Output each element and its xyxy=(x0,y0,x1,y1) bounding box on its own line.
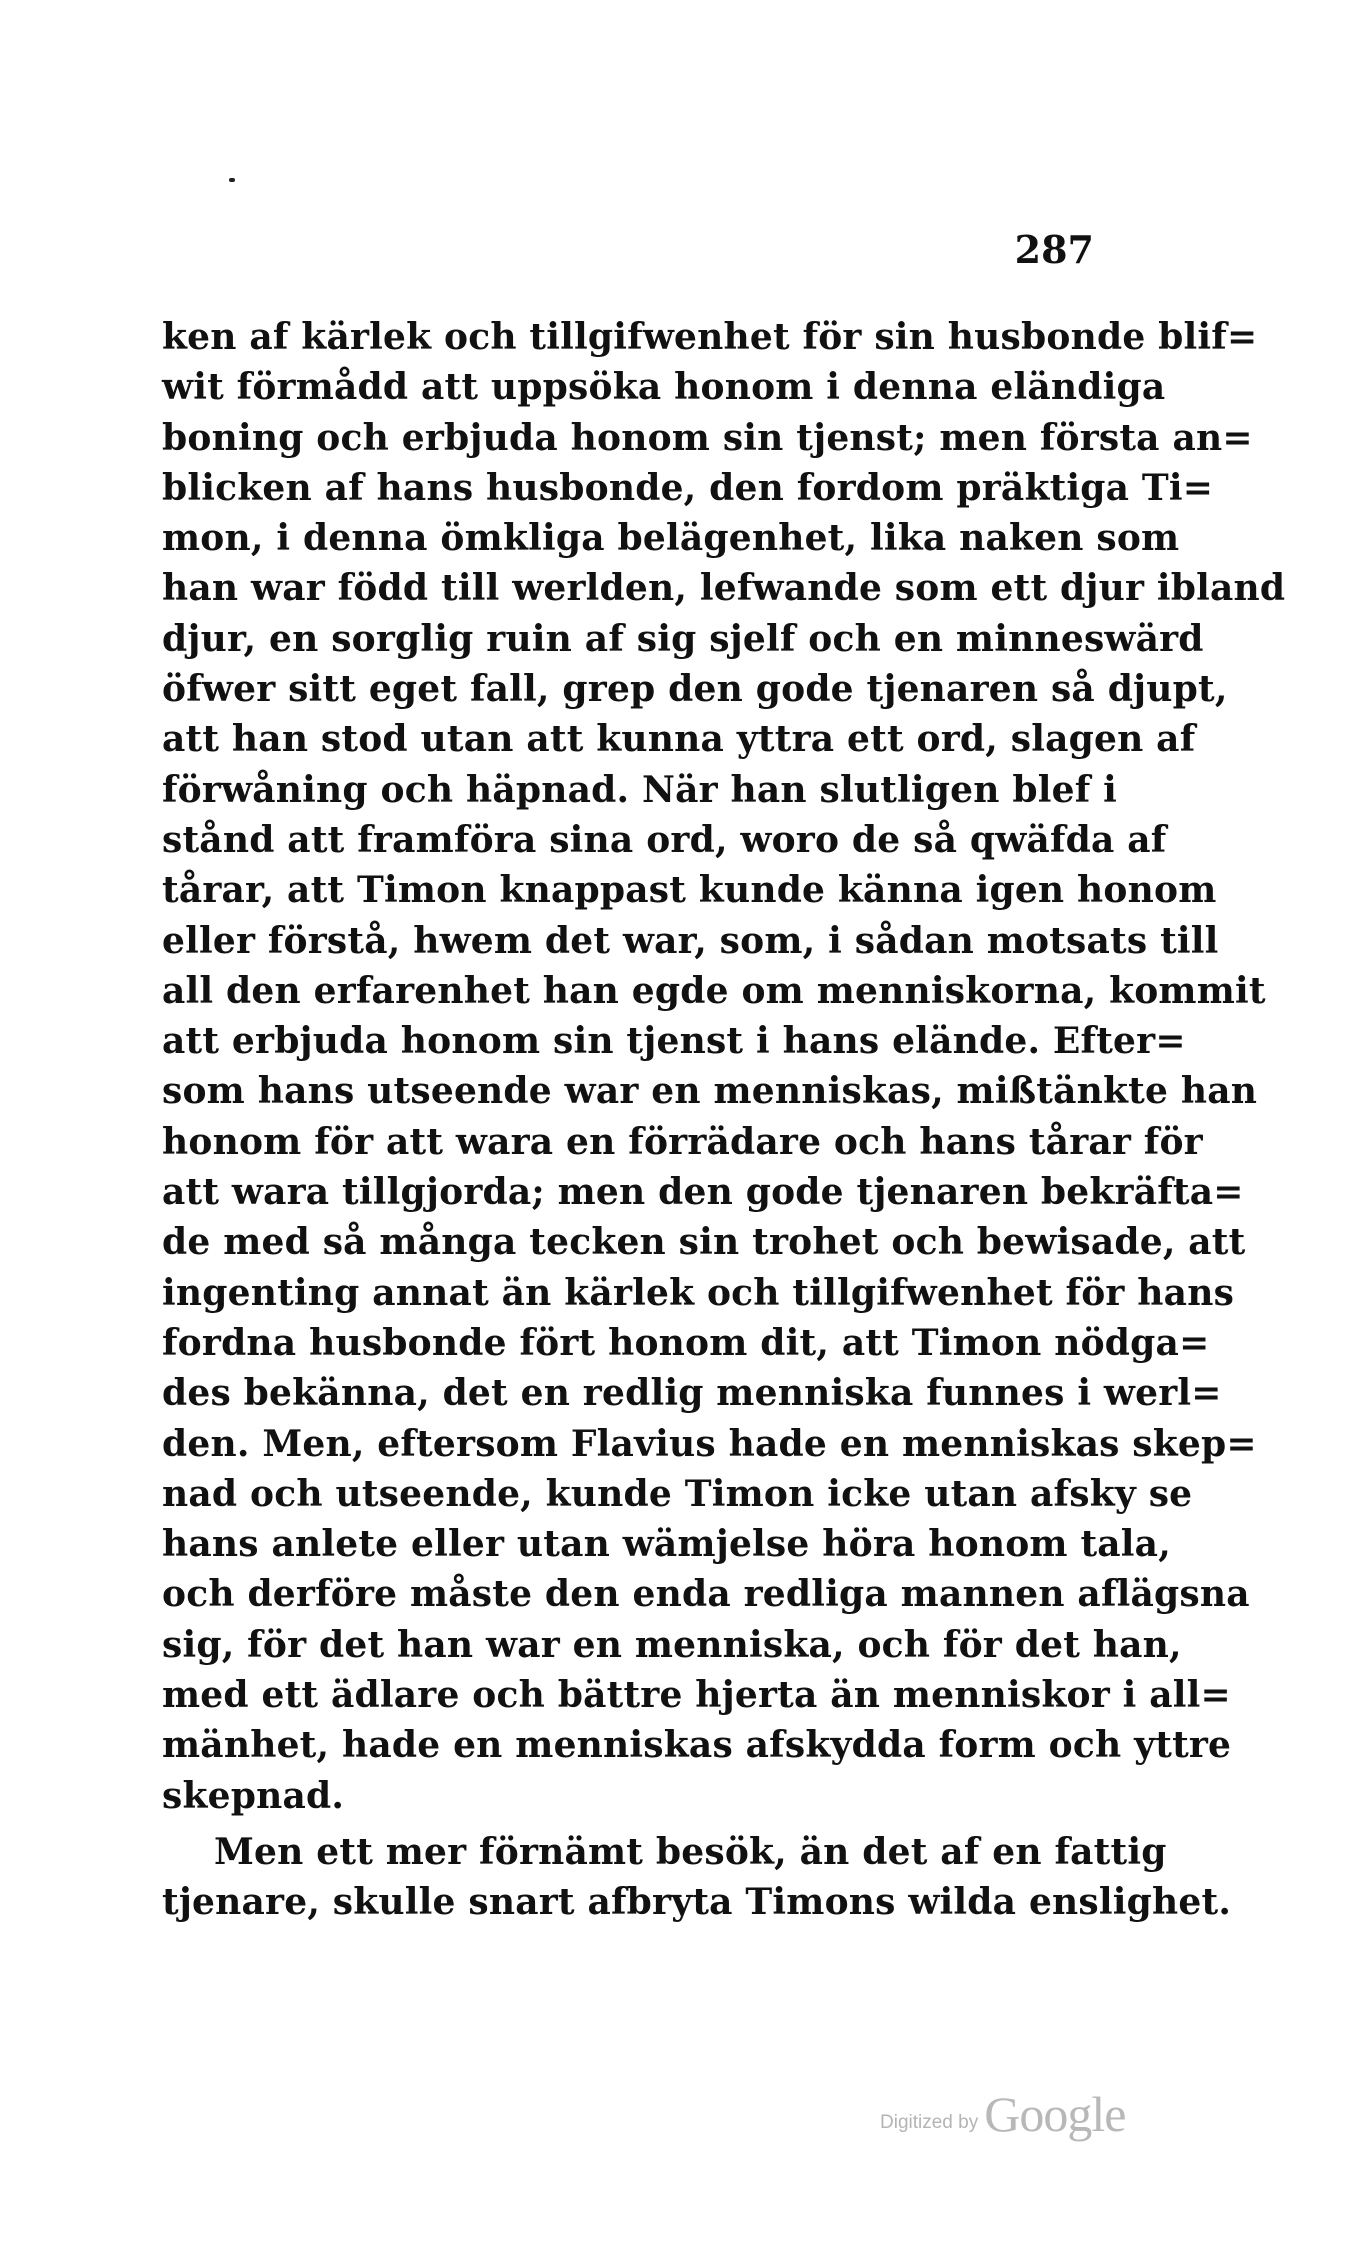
text-line: all den erfarenhet han egde om menniskorna, kommit xyxy=(162,969,1266,1012)
text-line: des bekänna, det en redlig menniska funnes i werl= xyxy=(162,1372,1222,1415)
text-line: ingenting annat än kärlek och tillgifwenhet för hans xyxy=(162,1271,1235,1314)
text-line: nad och utseende, kunde Timon icke utan afsky se xyxy=(162,1472,1193,1515)
watermark-prefix: Digitized by xyxy=(880,2112,979,2133)
text-line: skepnad. xyxy=(162,1774,345,1817)
text-line: den. Men, eftersom Flavius hade en menniskas skep= xyxy=(162,1422,1257,1465)
text-line: wit förmådd att uppsöka honom i denna eländiga xyxy=(162,366,1166,409)
text-line: blicken af hans husbonde, den fordom präktiga Ti= xyxy=(162,466,1214,509)
paragraph xyxy=(162,312,1286,1821)
ink-speck xyxy=(229,178,235,182)
text-line: sig, för det han war en menniska, och för det han, xyxy=(162,1623,1182,1666)
text-line: de med så många tecken sin trohet och bewisade, att xyxy=(162,1221,1246,1264)
text-line: tjenare, skulle snart afbryta Timons wilda enslighet. xyxy=(162,1881,1232,1924)
text-line: med ett ädlare och bättre hjerta än menniskor i all= xyxy=(162,1674,1231,1717)
text-line: eller förstå, hwem det war, som, i sådan motsats till xyxy=(162,919,1219,962)
text-line: boning och erbjuda honom sin tjenst; men första an= xyxy=(162,416,1253,459)
digitized-by-google-watermark xyxy=(880,2080,1170,2140)
text-line: Men ett mer förnämt besök, än det af en fattig xyxy=(214,1830,1167,1873)
text-line: mänhet, hade en menniskas afskydda form och yttre xyxy=(162,1724,1232,1767)
text-line: att erbjuda honom sin tjenst i hans elände. Efter= xyxy=(162,1020,1186,1063)
page-number: 287 xyxy=(1014,227,1094,272)
text-line: fordna husbonde fört honom dit, att Timon nödga= xyxy=(162,1321,1210,1364)
google-logo: Google xyxy=(984,2086,1126,2142)
body-text xyxy=(162,312,1286,1928)
text-line: och derföre måste den enda redliga mannen aflägsna xyxy=(162,1573,1250,1616)
text-line: att wara tillgjorda; men den gode tjenaren bekräfta= xyxy=(162,1171,1244,1214)
text-line: honom för att wara en förrädare och hans tårar för xyxy=(162,1120,1203,1163)
text-line: mon, i denna ömkliga belägenhet, lika naken som xyxy=(162,517,1180,560)
text-line: ken af kärlek och tillgifwenhet för sin husbonde blif= xyxy=(162,316,1258,358)
text-line: hans anlete eller utan wämjelse höra honom tala, xyxy=(162,1523,1171,1566)
text-line: tårar, att Timon knappast kunde känna igen honom xyxy=(162,869,1217,912)
text-line: att han stod utan att kunna yttra ett ord, slagen af xyxy=(162,718,1196,761)
text-line: som hans utseende war en menniskas, mißtänkte han xyxy=(162,1070,1258,1113)
text-line: han war född till werlden, lefwande som ett djur ibland xyxy=(162,567,1286,610)
text-line: stånd att framföra sina ord, woro de så qwäfda af xyxy=(162,818,1167,861)
text-line: öfwer sitt eget fall, grep den gode tjenaren så djupt, xyxy=(162,668,1228,711)
paragraph xyxy=(162,1827,1232,1928)
text-line: djur, en sorglig ruin af sig sjelf och en minneswärd xyxy=(162,617,1204,660)
text-line: förwåning och häpnad. När han slutligen blef i xyxy=(162,768,1118,811)
